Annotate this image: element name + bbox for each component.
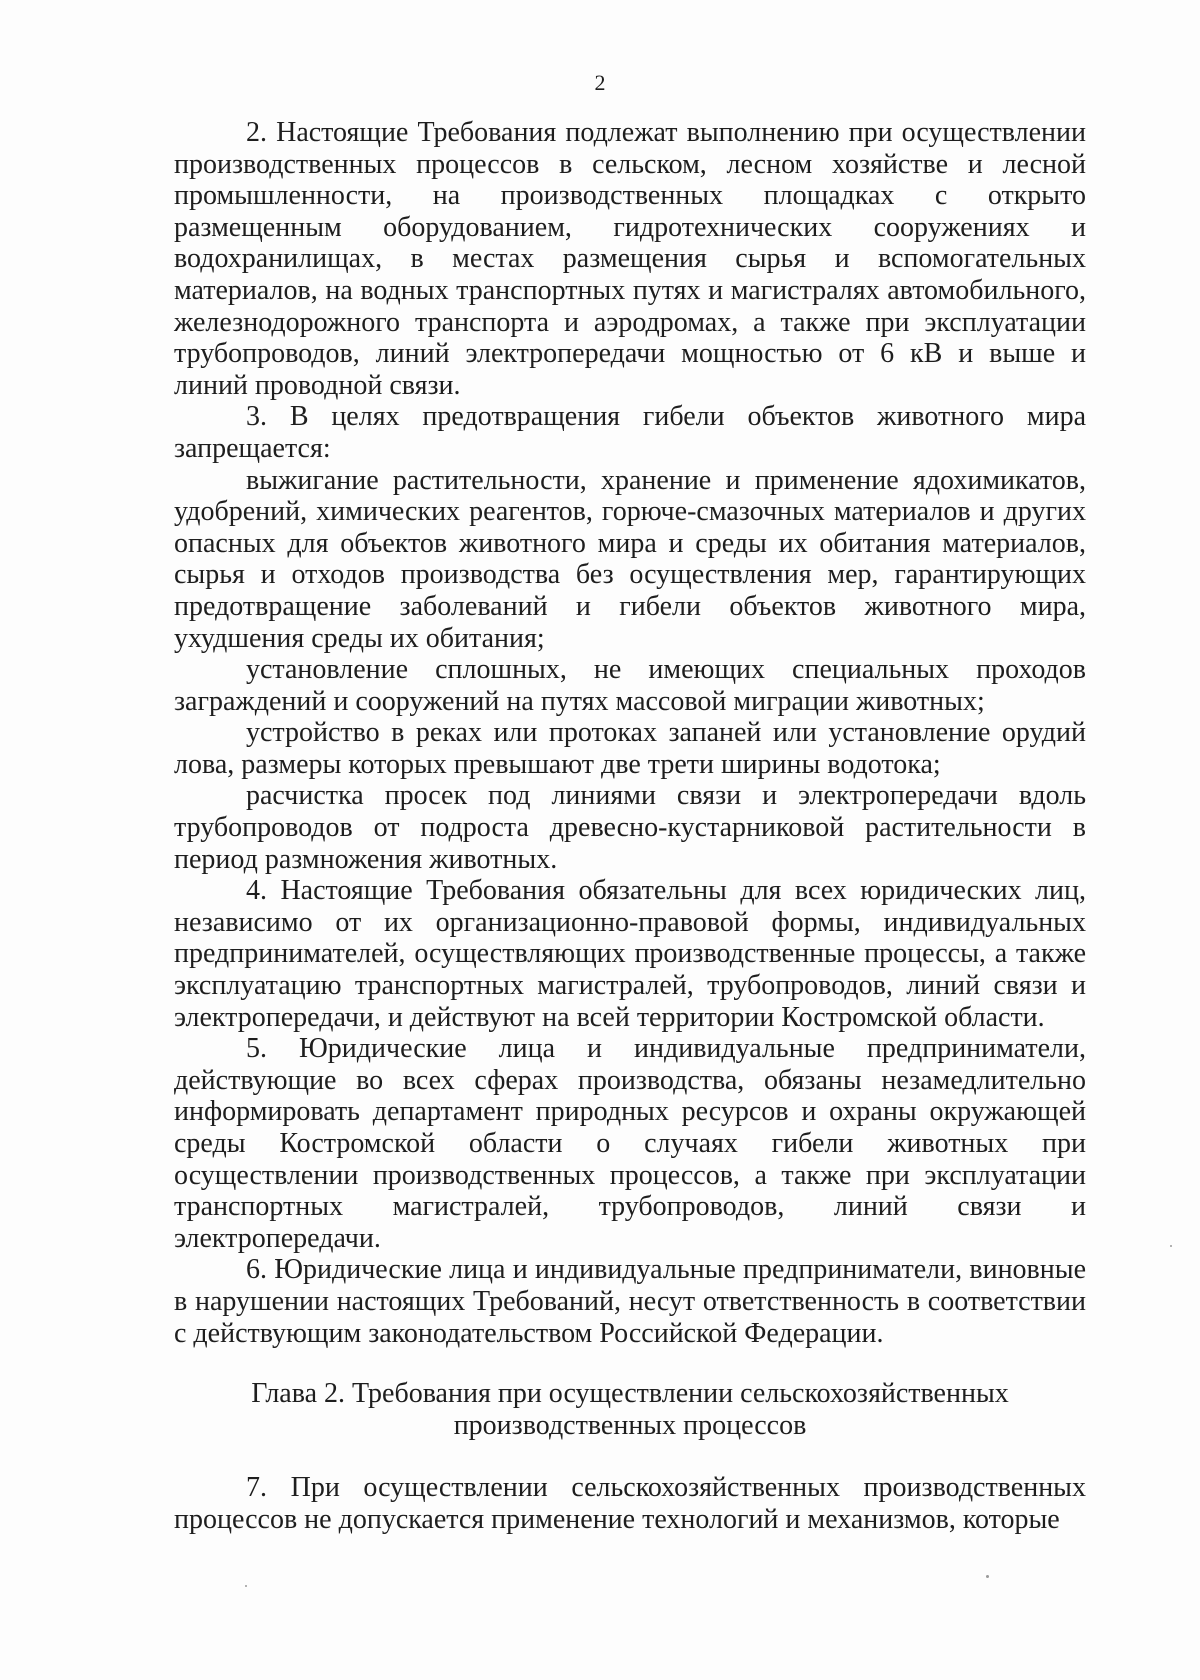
paragraph-5: 5. Юридические лица и индивидуальные предприниматели, действующие во всех сферах производства, обязаны незамедлительно информировать департамент природных ресурсов и охраны окружающей среды Костромской области о случаях гибели животных при осуществлении производственных процессов, а также при эксплуатации транспортных магистралей, трубопроводов, линий связи и электропередачи.	[174, 1033, 1086, 1254]
scan-speck	[245, 1585, 247, 1587]
scan-speck	[986, 1575, 989, 1578]
chapter-heading	[174, 1378, 1086, 1441]
paragraph-3-item-1: выжигание растительности, хранение и применение ядохимикатов, удобрений, химических реагентов, горюче-смазочных материалов и других опасных для объектов животного мира и среды их обитания материалов, сырья и отходов производства без осуществления мер, гарантирующих предотвращение заболеваний и гибели объектов животного мира, ухудшения среды их обитания;	[174, 464, 1086, 654]
paragraph-6: 6. Юридические лица и индивидуальные предприниматели, виновные в нарушении настоящих Требований, несут ответственность в соответствии с действующим законодательством Российской Федерации.	[174, 1254, 1086, 1349]
scan-speck	[1170, 1245, 1172, 1247]
chapter-heading-line-2: производственных процессов	[453, 1409, 807, 1441]
chapter-heading-line-1: Глава 2. Требования при осуществлении сельскохозяйственных	[251, 1378, 1009, 1410]
paragraph-3-item-3: устройство в реках или протоках запаней или установление орудий лова, размеры которых превышают две трети ширины водотока;	[174, 717, 1086, 780]
paragraph-3-item-4: расчистка просек под линиями связи и электропередачи вдоль трубопроводов от подроста древесно-кустарниковой растительности в период размножения животных.	[174, 780, 1086, 875]
paragraph-3: 3. В целях предотвращения гибели объектов животного мира запрещается:	[174, 401, 1086, 464]
paragraph-4: 4. Настоящие Требования обязательны для всех юридических лиц, независимо от их организационно-правовой формы, индивидуальных предпринимателей, осуществляющих производственные процессы, а также эксплуатацию транспортных магистралей, трубопроводов, линий связи и электропередачи, и действуют на всей территории Костромской области.	[174, 875, 1086, 1033]
document-body	[174, 117, 1086, 1536]
paragraph-3-item-2: установление сплошных, не имеющих специальных проходов заграждений и сооружений на путях массовой миграции животных;	[174, 654, 1086, 717]
page-number: 2	[594, 70, 606, 95]
paragraph-2: 2. Настоящие Требования подлежат выполнению при осуществлении производственных процессов в сельском, лесном хозяйстве и лесной промышленности, на производственных площадках с открыто размещенным оборудованием, гидротехнических сооружениях и водохранилищах, в местах размещения сырья и вспомогательных материалов, на водных транспортных путях и магистралях автомобильного, железнодорожного транспорта и аэродромах, а также при эксплуатации трубопроводов, линий электропередачи мощностью от 6 кВ и выше и линий проводной связи.	[174, 117, 1086, 401]
paragraph-7: 7. При осуществлении сельскохозяйственных производственных процессов не допускается применение технологий и механизмов, которые	[174, 1472, 1086, 1535]
